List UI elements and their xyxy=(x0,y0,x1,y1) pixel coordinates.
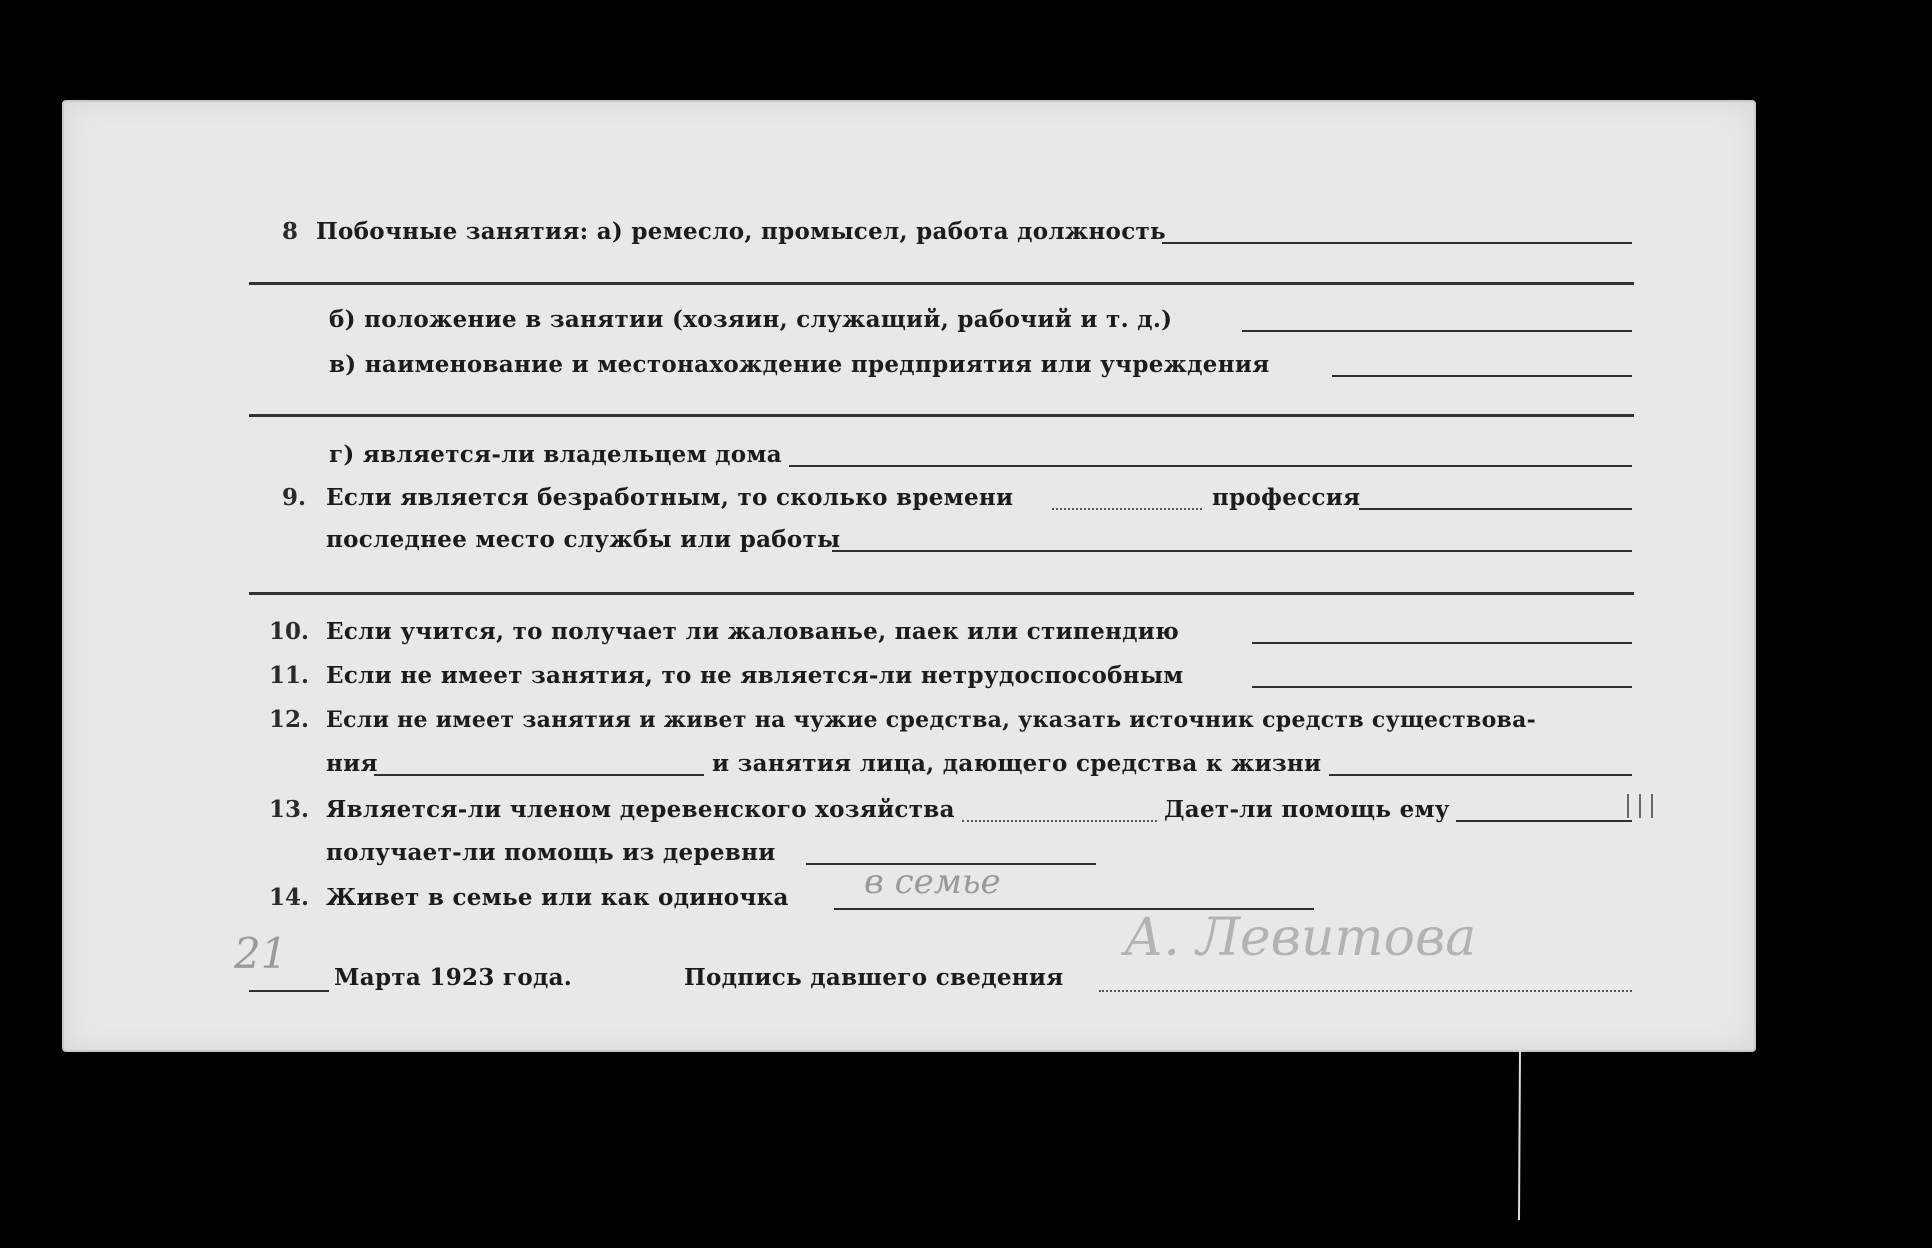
item-9-label: Если является безработным, то сколько времени xyxy=(326,484,1014,511)
item-14-row xyxy=(64,862,1754,916)
item-8-label: Побочные занятия: а) ремесло, промысел, работа должность xyxy=(316,218,1166,245)
footer-day: 21 xyxy=(234,929,288,978)
item-9-duration-line[interactable] xyxy=(1052,508,1202,510)
item-9-profession-label: профессия xyxy=(1212,484,1361,511)
item-8-g-label: г) является-ли владельцем дома xyxy=(329,441,782,468)
item-12-occupation-line[interactable] xyxy=(1329,774,1632,776)
item-13-help-line[interactable] xyxy=(1456,820,1632,822)
footer-row xyxy=(64,908,1754,996)
item-10-label: Если учится, то получает ли жалованье, паек или стипендию xyxy=(326,618,1180,645)
census-form-card xyxy=(62,100,1756,1052)
item-14-label: Живет в семье или как одиночка xyxy=(326,884,789,911)
footer-day-line[interactable] xyxy=(249,990,329,992)
item-9-number: 9. xyxy=(282,484,307,511)
item-12-label: Если не имеет занятия и живет на чужие средства, указать источник средств существова- xyxy=(326,707,1537,733)
footer-month-year: Марта 1923 года. xyxy=(334,964,573,991)
item-8-a-answer-line[interactable] xyxy=(1162,242,1632,244)
item-9-last-place-label: последнее место службы или работы xyxy=(326,526,841,553)
item-8-v-answer-line[interactable] xyxy=(1332,375,1632,377)
item-9-continuation-line[interactable] xyxy=(249,592,1634,595)
item-13-number: 13. xyxy=(269,796,310,823)
item-10-answer-line[interactable] xyxy=(1252,642,1632,644)
footer-signature: А. Левитова xyxy=(1124,908,1477,968)
item-11-label: Если не имеет занятия, то не является-ли нетрудоспособным xyxy=(326,662,1184,689)
item-12-cont-label: и занятия лица, дающего средства к жизни xyxy=(712,750,1322,777)
tally-marks-svg xyxy=(1624,792,1664,822)
item-8-number: 8 xyxy=(282,218,299,245)
item-12-number: 12. xyxy=(269,706,310,733)
item-9-profession-line[interactable] xyxy=(1359,508,1632,510)
item-13-receive-label: получает-ли помощь из деревни xyxy=(326,839,776,866)
item-8-v-row xyxy=(64,347,1754,383)
item-9-last-place-line[interactable] xyxy=(832,550,1632,552)
item-11-answer-line[interactable] xyxy=(1252,686,1632,688)
scan-scratch xyxy=(1518,1050,1522,1220)
item-8-row xyxy=(64,214,1754,250)
item-8-g-answer-line[interactable] xyxy=(789,465,1632,467)
item-10-row xyxy=(64,614,1754,650)
item-9-last-place-row xyxy=(64,522,1754,558)
item-13-help-label: Дает-ли помощь ему xyxy=(1164,796,1450,823)
item-13-row xyxy=(64,792,1754,828)
item-12-cont-row xyxy=(64,746,1754,782)
item-8-b-answer-line[interactable] xyxy=(1242,330,1632,332)
item-13-label: Является-ли членом деревенского хозяйства xyxy=(326,796,955,823)
tally-marks xyxy=(1624,792,1664,822)
item-8-b-row xyxy=(64,302,1754,338)
item-12-cont-prefix: ния xyxy=(326,750,378,777)
item-14-handwritten-answer: в семье xyxy=(864,862,1001,902)
item-8-b-label: б) положение в занятии (хозяин, служащий, рабочий и т. д.) xyxy=(329,306,1173,333)
item-8-g-row xyxy=(64,437,1754,473)
item-12-row xyxy=(64,702,1754,738)
item-14-number: 14. xyxy=(269,884,310,911)
item-12-source-line[interactable] xyxy=(374,774,704,776)
footer-signature-line[interactable] xyxy=(1099,990,1632,992)
item-8-a-continuation-line[interactable] xyxy=(249,282,1634,285)
item-10-number: 10. xyxy=(269,618,310,645)
item-11-row xyxy=(64,658,1754,694)
item-11-number: 11. xyxy=(269,662,310,689)
footer-signature-label: Подпись давшего сведения xyxy=(684,964,1064,991)
item-8-v-label: в) наименование и местонахождение предприятия или учреждения xyxy=(329,351,1270,378)
item-13-member-line[interactable] xyxy=(962,820,1157,822)
item-8-v-continuation-line[interactable] xyxy=(249,414,1634,417)
item-9-row xyxy=(64,480,1754,516)
